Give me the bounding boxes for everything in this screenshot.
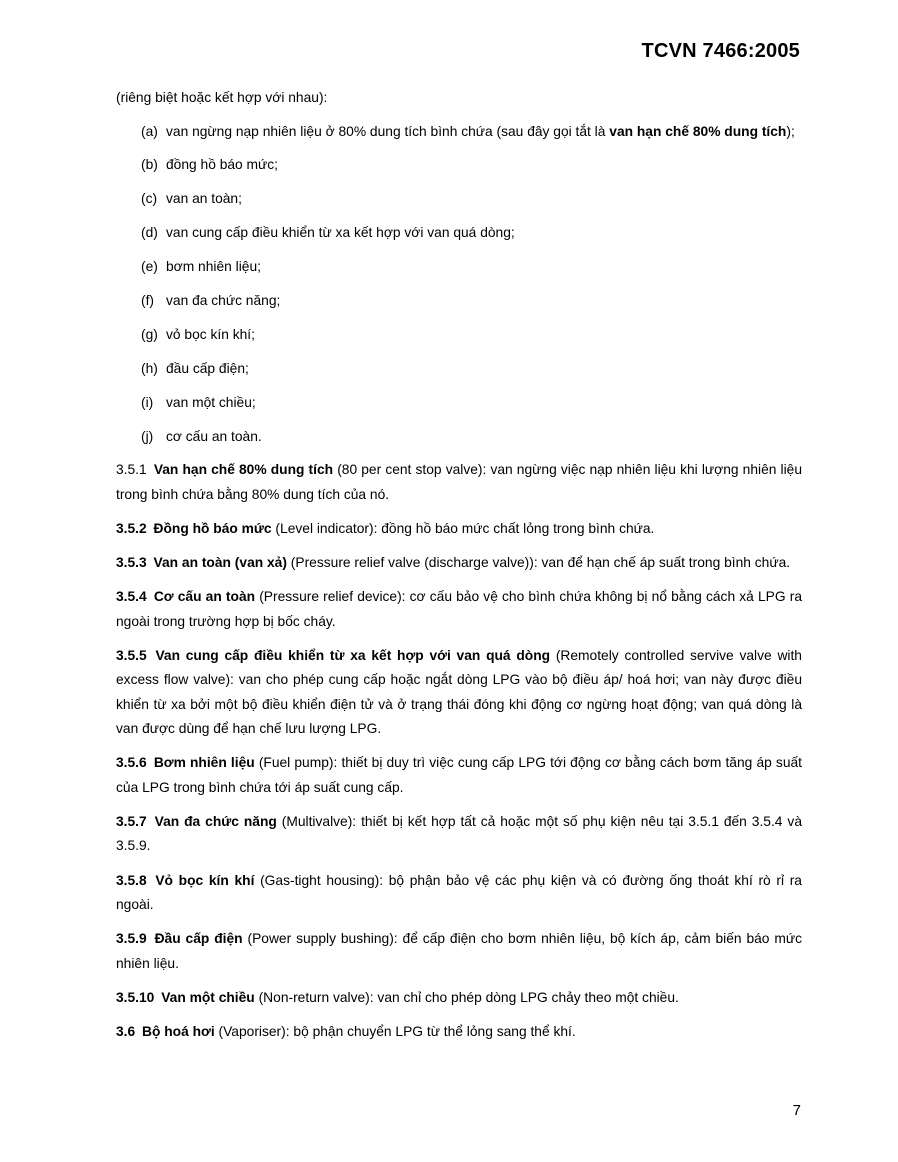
defined-term: Van cung cấp điều khiển từ xa kết hợp với van quá dòng xyxy=(155,647,551,663)
definition-text: (Pressure relief device): cơ cấu bảo vệ cho bình chứa không bị nổ bằng cách xả LPG ra ngoài trong trường hợp bị bốc cháy. xyxy=(116,589,802,629)
clause-number: 3.5.2 xyxy=(116,521,147,536)
definition-text: (Level indicator): đồng hồ báo mức chất lỏng trong bình chứa. xyxy=(271,521,655,536)
definition-text: (Remotely controlled servive valve with excess flow valve): van cho phép cung cấp hoặc ngắt dòng LPG vào bộ điều áp/ hoá hơi; van này được điều khiển từ xa bởi một bộ điều khiển điện tử và ở trạng thái đóng khi động cơ ngừng hoạt động; van quá dòng là van được dùng để hạn chế lưu lượng LPG. xyxy=(116,647,802,737)
list-item xyxy=(141,221,802,246)
definition-text: (Non-return valve): van chỉ cho phép dòng LPG chảy theo một chiều. xyxy=(254,989,679,1005)
definition-paragraph xyxy=(116,927,802,976)
clause-number: 3.5.8 xyxy=(116,872,147,888)
clause-number: 3.6 xyxy=(116,1023,136,1039)
definition-text: (80 per cent stop valve): van ngừng việc nạp nhiên liệu khi lượng nhiên liệu trong bình chứa bằng 80% dung tích của nó. xyxy=(116,462,803,502)
clause-number: 3.5.6 xyxy=(116,755,147,771)
list-item-text: van đa chức năng; xyxy=(166,292,281,308)
list-item-label: (f) xyxy=(141,292,155,308)
clause-number: 3.5.5 xyxy=(116,647,147,663)
list-item-bold-term: van hạn chế 80% dung tích xyxy=(609,123,787,139)
clause-number: 3.5.3 xyxy=(116,555,147,571)
component-list xyxy=(116,120,802,450)
definition-text: (Power supply bushing): để cấp điện cho bơm nhiên liệu, bộ kích áp, cảm biến báo mức nhiên liệu. xyxy=(116,931,802,971)
defined-term: Van đa chức năng xyxy=(154,813,277,829)
list-item-label: (j) xyxy=(141,428,154,444)
definition-paragraph xyxy=(116,1020,802,1045)
list-item xyxy=(141,255,802,280)
list-item-label: (i) xyxy=(141,394,154,410)
list-item xyxy=(141,425,802,450)
defined-term: Bơm nhiên liệu xyxy=(153,755,255,771)
list-item-label: (a) xyxy=(141,123,158,139)
document-body xyxy=(116,86,802,1054)
list-item-text: van một chiều; xyxy=(166,394,256,410)
list-item-text-end: ); xyxy=(786,123,795,139)
defined-term: Van một chiều xyxy=(161,989,255,1005)
list-item-text: van an toàn; xyxy=(166,191,242,207)
clause-number: 3.5.4 xyxy=(116,589,147,605)
definition-text: (Pressure relief valve (discharge valve)): van để hạn chế áp suất trong bình chứa. xyxy=(286,555,791,571)
list-item xyxy=(141,120,802,145)
list-item xyxy=(141,391,802,416)
intro-text: (riêng biệt hoặc kết hợp với nhau): xyxy=(116,90,328,105)
list-item-text: van cung cấp điều khiển từ xa kết hợp với van quá dòng; xyxy=(166,225,515,241)
defined-term: Van an toàn (van xả) xyxy=(153,555,287,571)
definition-text: (Multivalve): thiết bị kết hợp tất cả hoặc một số phụ kiện nêu tại 3.5.1 đến 3.5.4 và 3.5.9. xyxy=(116,813,802,854)
definition-text: (Gas-tight housing): bộ phận bảo vệ các phụ kiện và có đường ống thoát khí rò rỉ ra ngoài. xyxy=(116,872,802,913)
list-item-label: (g) xyxy=(141,326,158,342)
defined-term: Cơ cấu an toàn xyxy=(153,589,256,605)
defined-term: Đồng hồ báo mức xyxy=(153,521,272,536)
definition-paragraph xyxy=(116,869,802,918)
definition-paragraph xyxy=(116,551,802,576)
list-item xyxy=(141,153,802,178)
definition-text: (Vaporiser): bộ phận chuyển LPG từ thể lỏng sang thể khí. xyxy=(214,1023,576,1039)
list-item xyxy=(141,289,802,314)
definition-paragraph xyxy=(116,751,802,800)
definition-paragraph xyxy=(116,986,802,1011)
clause-number: 3.5.10 xyxy=(116,989,155,1005)
list-item-label: (d) xyxy=(141,225,158,241)
list-item-text: đầu cấp điện; xyxy=(166,360,249,376)
definition-paragraph xyxy=(116,458,802,507)
list-item-text: bơm nhiên liệu; xyxy=(166,259,261,275)
list-item-text: vỏ bọc kín khí; xyxy=(166,326,255,342)
list-item-label: (b) xyxy=(141,157,158,173)
definition-paragraph xyxy=(116,517,802,542)
standard-code-header: TCVN 7466:2005 xyxy=(641,40,800,62)
list-item-text xyxy=(166,120,802,145)
list-item xyxy=(141,357,802,382)
list-item xyxy=(141,323,802,348)
definition-paragraph xyxy=(116,585,802,634)
list-item-label: (h) xyxy=(141,360,158,376)
page-number: 7 xyxy=(792,1102,801,1119)
list-item-label: (e) xyxy=(141,259,158,275)
definition-paragraph xyxy=(116,644,802,742)
clause-number: 3.5.1 xyxy=(116,462,147,478)
list-item xyxy=(141,187,802,212)
list-item-text-part: van ngừng nạp nhiên liệu ở 80% dung tích bình chứa (sau đây gọi tắt là xyxy=(166,123,610,139)
list-item-text: đồng hồ báo mức; xyxy=(166,157,279,173)
defined-term: Bộ hoá hơi xyxy=(142,1023,215,1039)
clause-number: 3.5.9 xyxy=(116,931,147,947)
definition-paragraph xyxy=(116,810,802,859)
defined-term: Đầu cấp điện xyxy=(154,931,243,947)
defined-term: Vỏ bọc kín khí xyxy=(155,872,255,888)
list-item-label: (c) xyxy=(141,191,158,207)
clause-number: 3.5.7 xyxy=(116,813,147,829)
defined-term: Van hạn chế 80% dung tích xyxy=(153,462,334,478)
definition-text: (Fuel pump): thiết bị duy trì việc cung cấp LPG tới động cơ bằng cách bơm tăng áp suất của LPG trong bình chứa tới áp suất cung cấp. xyxy=(116,755,803,795)
list-item-text: cơ cấu an toàn. xyxy=(166,428,262,444)
